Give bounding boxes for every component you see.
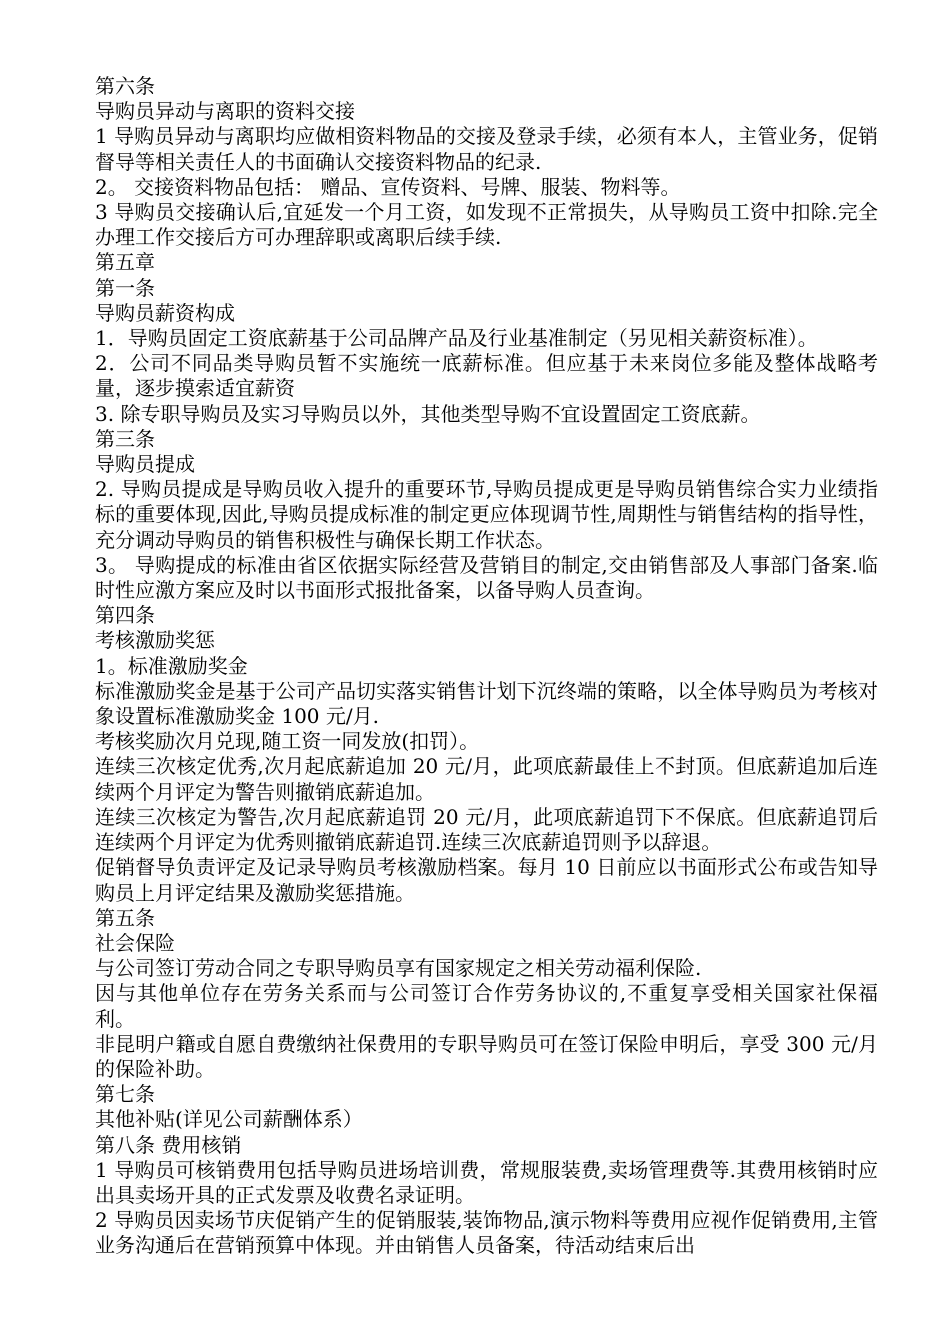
paragraph: 标准激励奖金是基于公司产品切实落实销售计划下沉终端的策略，以全体导购员为考核对象设置标准激励奖金 100 元/月. [95,678,878,729]
article-heading: 第四条 [95,603,155,628]
paragraph: 1 导购员可核销费用包括导购员进场培训费，常规服装费,卖场管理费等.其费用核销时应出具卖场开具的正式发票及收费名录证明。 [95,1157,878,1207]
paragraph: 2 导购员因卖场节庆促销产生的促销服装,装饰物品,演示物料等费用应视作促销费用,主管业务沟通后在营销预算中体现。并由销售人员备案，待活动结束后出 [95,1208,878,1258]
paragraph: 促销督导负责评定及记录导购员考核激励档案。每月 10 日前应以书面形式公布或告知导购员上月评定结果及激励奖惩措施。 [95,855,878,905]
chapter-heading: 第五章 [95,250,155,275]
paragraph: 1 导购员异动与离职均应做相资料物品的交接及登录手续，必须有本人，主管业务，促销督导等相关责任人的书面确认交接资料物品的纪录. [95,124,878,174]
article-heading: 第三条 [95,426,155,451]
paragraph: 2。 交接资料物品包括： 赠品、宣传资料、号牌、服装、物料等。 [95,174,681,199]
section-title: 考核激励奖惩 [95,628,215,653]
section-title: 其他补贴(详见公司薪酬体系） [95,1107,363,1132]
section-title: 导购员薪资构成 [95,300,235,325]
article-heading: 第五条 [95,905,155,930]
paragraph: 非昆明户籍或自愿自费缴纳社保费用的专职导购员可在签订保险申明后，享受 300 元/月的保险补助。 [95,1031,878,1081]
paragraph: 连续三次核定为警告,次月起底薪追罚 20 元/月，此项底薪追罚下不保底。但底薪追罚后连续两个月评定为优秀则撤销底薪追罚.连续三次底薪追罚则予以辞退。 [95,804,878,855]
paragraph: 1。标准激励奖金 [95,653,248,678]
paragraph: 1．导购员固定工资底薪基于公司品牌产品及行业基准制定（另见相关薪资标准）。 [95,326,818,351]
article-heading: 第八条 费用核销 [95,1132,242,1157]
paragraph: 2．公司不同品类导购员暂不实施统一底薪标准。但应基于未来岗位多能及整体战略考量，逐步摸索适宜薪资 [95,351,878,401]
article-heading: 第六条 [95,74,155,98]
paragraph: 连续三次核定优秀,次月起底薪追加 20 元/月，此项底薪最佳上不封顶。但底薪追加后连续两个月评定为警告则撤销底薪追加。 [95,754,878,804]
paragraph: 2. 导购员提成是导购员收入提升的重要环节,导购员提成更是导购员销售综合实力业绩指标的重要体现,因此,导购员提成标准的制定更应体现调节性,周期性与销售结构的指导性，充分调动导购员的销售积极性与确保长期工作状态。 [95,477,878,552]
paragraph: 考核奖励次月兑现,随工资一同发放(扣罚）。 [95,729,480,754]
article-heading: 第七条 [95,1082,155,1107]
paragraph: 因与其他单位存在劳务关系而与公司签订合作劳务协议的,不重复享受相关国家社保福利。 [95,981,878,1031]
paragraph: 3。 导购提成的标准由省区依据实际经营及营销目的制定,交由销售部及人事部门备案.临时性应激方案应及时以书面形式报批备案，以备导购人员查询。 [95,552,878,603]
paragraph: 3. 除专职导购员及实习导购员以外，其他类型导购不宜设置固定工资底薪。 [95,401,761,426]
paragraph: 与公司签订劳动合同之专职导购员享有国家规定之相关劳动福利保险. [95,956,702,981]
document-body [95,74,878,1259]
section-title: 导购员异动与离职的资料交接 [95,99,355,124]
section-title: 导购员提成 [95,452,195,477]
section-title: 社会保险 [95,930,175,955]
paragraph: 3 导购员交接确认后,宜延发一个月工资，如发现不正常损失，从导购员工资中扣除.完全办理工作交接后方可办理辞职或离职后续手续. [95,200,878,250]
article-heading: 第一条 [95,275,155,300]
